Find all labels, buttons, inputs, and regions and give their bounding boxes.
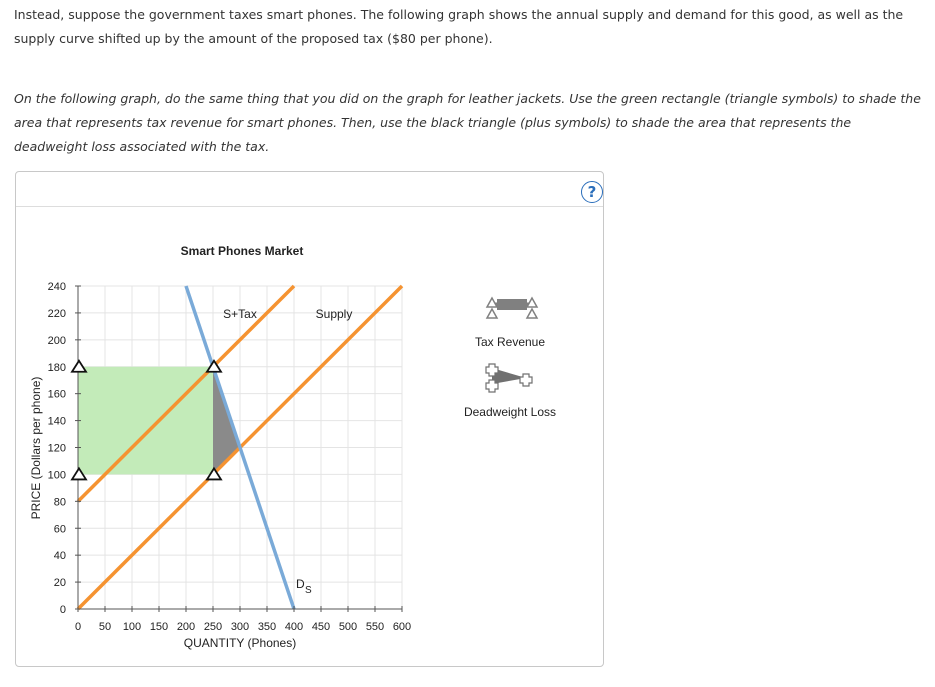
help-icon[interactable]: ? (581, 181, 603, 203)
y-axis-label: PRICE (Dollars per phone) (29, 376, 43, 520)
svg-text:D: D (296, 577, 305, 591)
deadweight-loss-label: Deadweight Loss (463, 405, 557, 419)
y-tick-label: 40 (53, 550, 66, 563)
chart-title: Smart Phones Market (180, 244, 304, 258)
y-tick-label: 220 (47, 307, 66, 320)
y-tick-label: 60 (53, 523, 66, 536)
y-tick-label: 180 (47, 361, 66, 374)
x-tick-label: 250 (203, 621, 223, 633)
plus-symbol-tool-icon[interactable] (486, 364, 532, 392)
y-tick-label: 140 (47, 415, 66, 428)
s-plus-tax-label: S+Tax (223, 307, 257, 321)
y-tick-label: 80 (53, 496, 66, 509)
x-tick-label: 50 (98, 621, 112, 633)
x-tick-label: 100 (122, 621, 142, 633)
x-tick-label: 400 (284, 621, 304, 633)
y-tick-label: 240 (47, 281, 66, 293)
x-tick-label: 0 (74, 621, 82, 633)
deadweight-loss-tool[interactable] (464, 364, 556, 419)
x-tick-label: 350 (257, 621, 277, 633)
instruction-text: Instead, suppose the government taxes smart phones. The following graph shows the annual supply and demand for this good, as well as the supply curve shifted up by the amount of the proposed tax ($80 per phone). (14, 7, 904, 46)
y-tick-label: 0 (59, 604, 66, 616)
x-tick-label: 600 (392, 621, 412, 633)
y-tick-label: 160 (47, 388, 66, 401)
y-tick-label: 200 (47, 334, 66, 347)
x-tick-label: 550 (365, 621, 385, 633)
y-tick-label: 120 (47, 442, 66, 455)
tax-revenue-label: Tax Revenue (474, 335, 546, 349)
x-axis-label: QUANTITY (Phones) (183, 636, 297, 650)
supply-label: Supply (315, 307, 353, 321)
x-tick-label: 450 (311, 621, 331, 633)
x-tick-label: 200 (176, 621, 196, 633)
task-instruction-text: On the following graph, do the same thing that you did on the graph for leather jackets. Use the green rectangle (triangle symbols) to shade the area that represents tax revenue for smart phones. Then, use the black triangle (plus symbols) to shade the area that represents the deadweight loss associated with the tax. (14, 91, 921, 154)
tax-revenue-tool[interactable] (475, 298, 545, 349)
x-tick-label: 500 (338, 621, 358, 633)
y-tick-label: 20 (53, 577, 66, 590)
x-tick-label: 300 (230, 621, 250, 633)
demand-label (296, 577, 312, 596)
svg-text:S: S (305, 585, 312, 596)
x-tick-label: 150 (149, 621, 169, 633)
tax-revenue-area[interactable] (78, 367, 213, 475)
y-tick-label: 100 (47, 469, 66, 482)
triangle-symbol-tool-icon[interactable] (487, 298, 537, 318)
